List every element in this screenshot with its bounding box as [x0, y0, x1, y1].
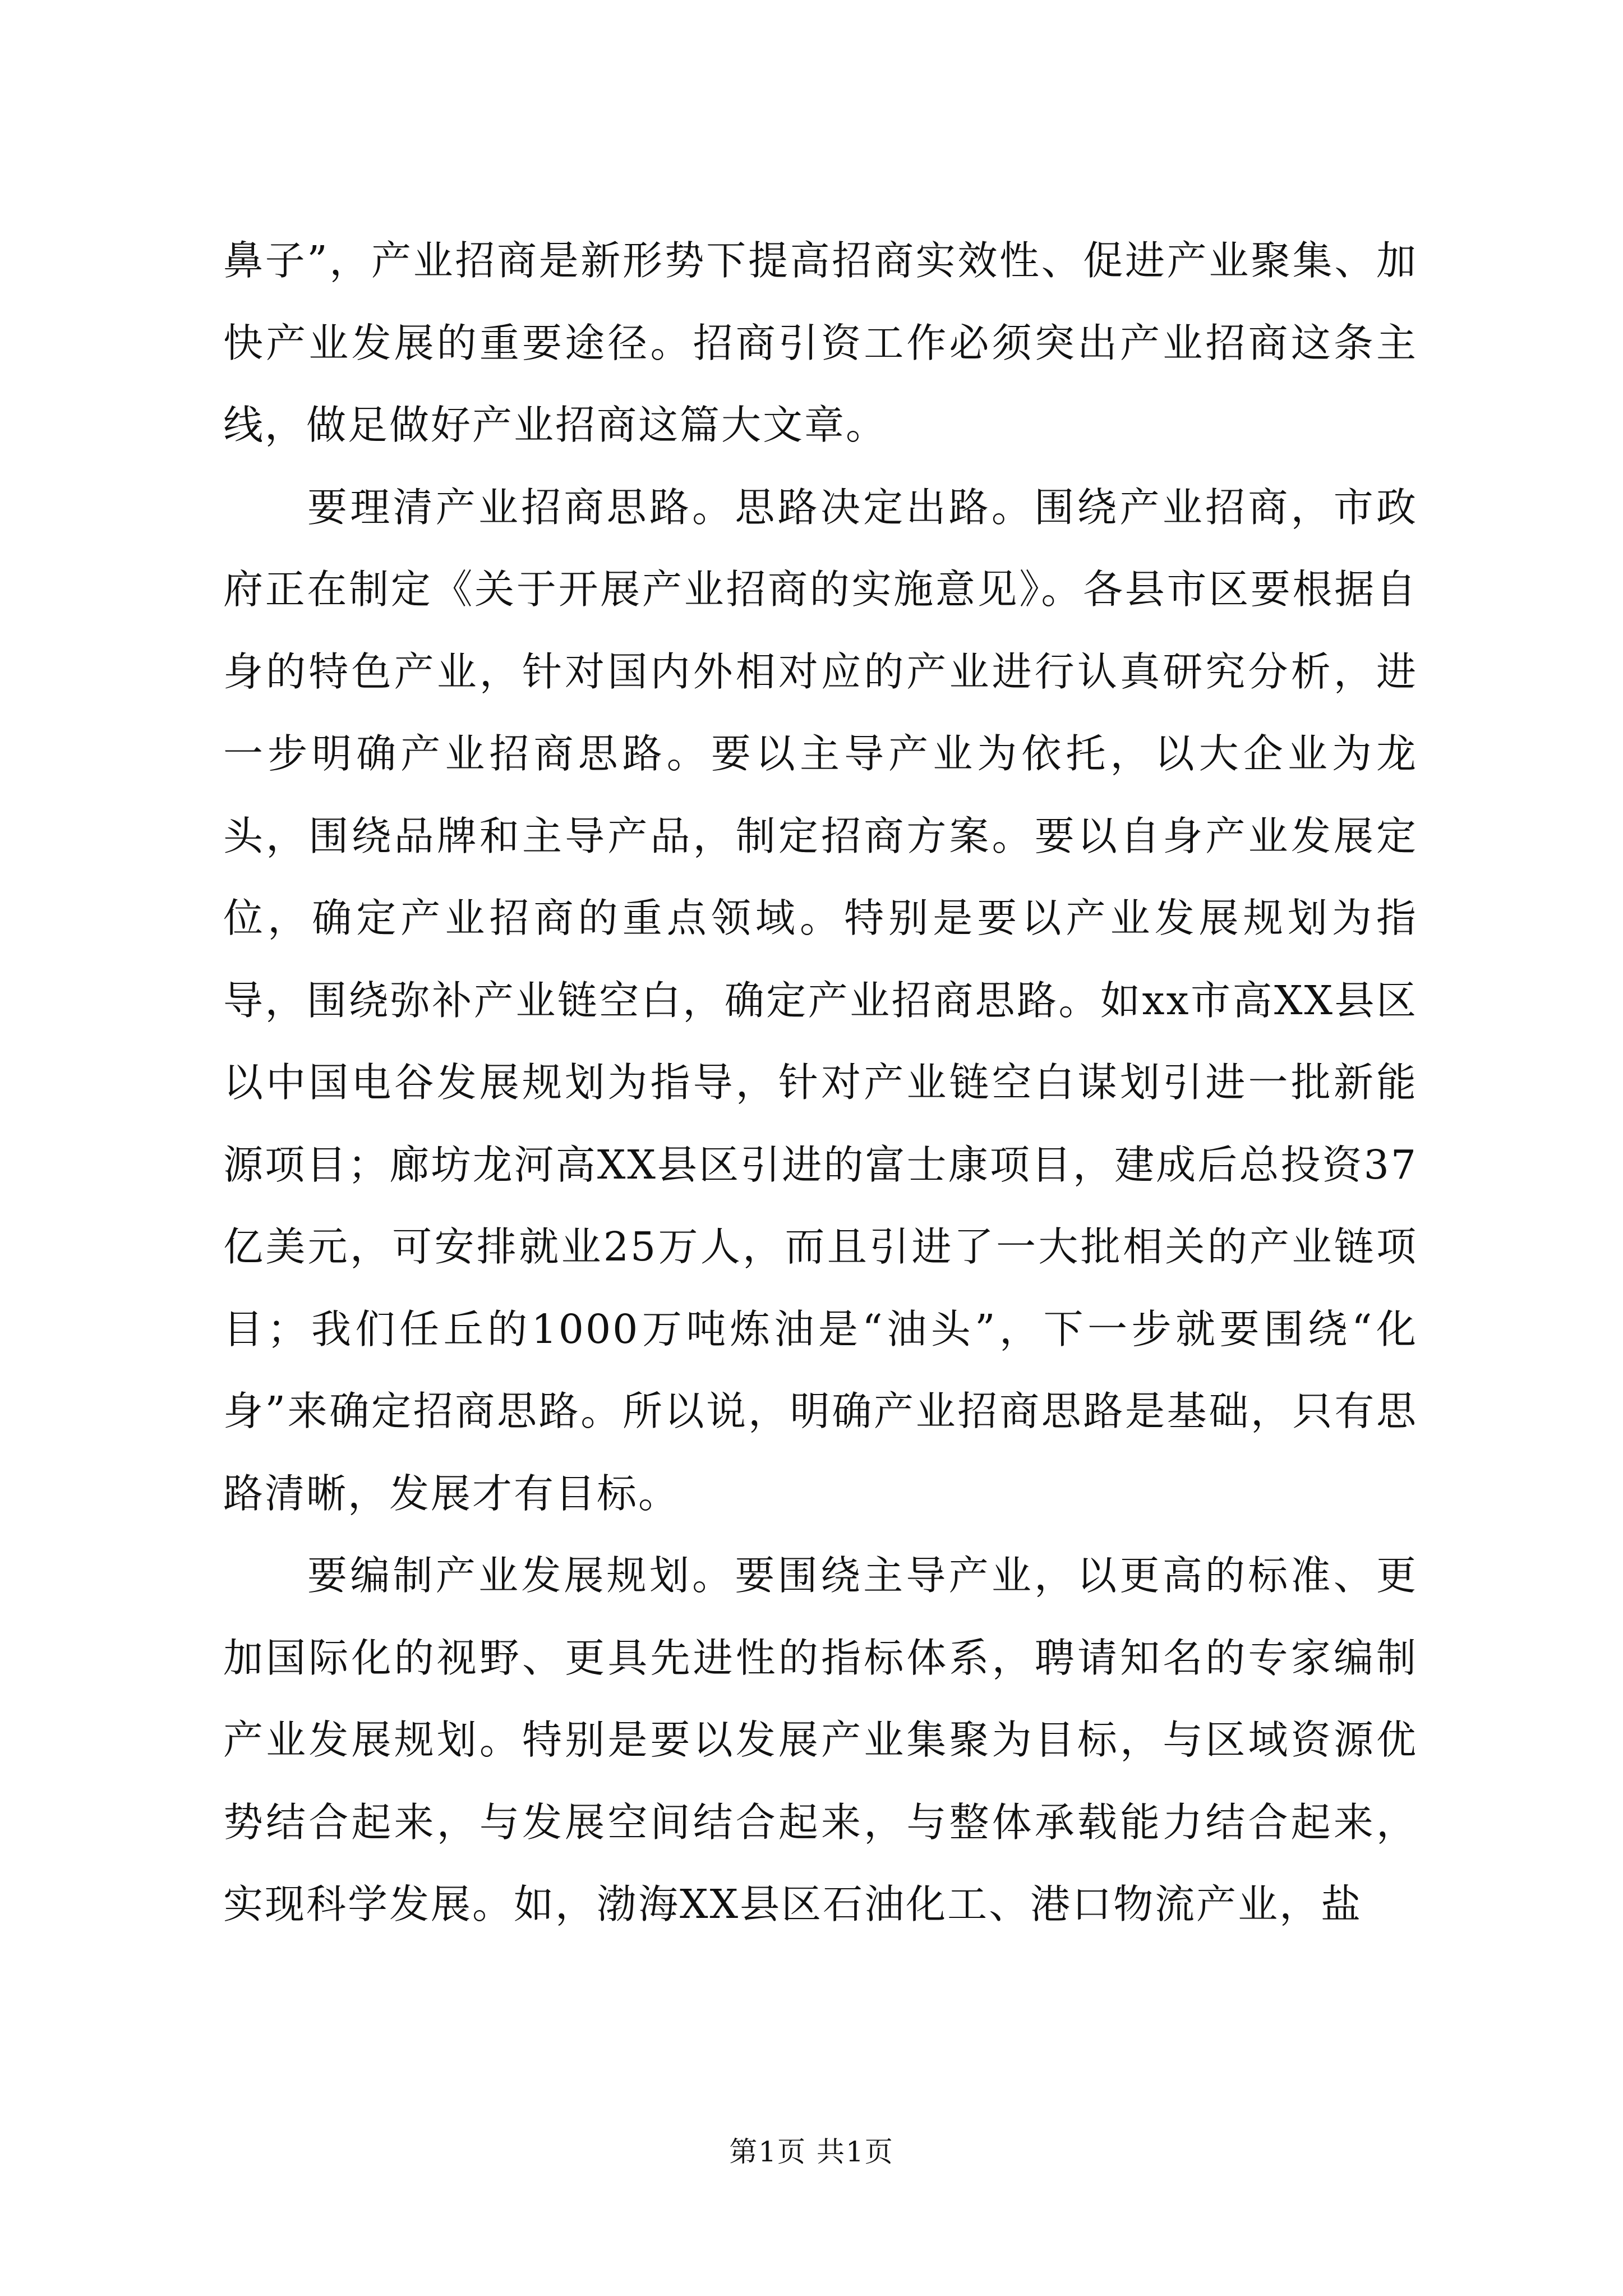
paragraph-continuation: 鼻子”，产业招商是新形势下提高招商实效性、促进产业聚集、加快产业发展的重要途径。招商引资工作必须突出产业招商这条主线，做足做好产业招商这篇大文章。 [223, 237, 1418, 448]
page-footer: 第1页 共1页 [729, 2136, 894, 2168]
document-body [223, 220, 1418, 1946]
paragraph-industry-strategy: 要理清产业招商思路。思路决定出路。围绕产业招商，市政府正在制定《关于开展产业招商的实施意见》。各县市区要根据自身的特色产业，针对国内外相对应的产业进行认真研究分析，进一步明确产业招商思路。要以主导产业为依托，以大企业为龙头，围绕品牌和主导产品，制定招商方案。要以自身产业发展定位，确定产业招商的重点领域。特别是要以产业发展规划为指导，围绕弥补产业链空白，确定产业招商思路。如xx市高XX县区以中国电谷发展规划为指导，针对产业链空白谋划引进一批新能源项目；廊坊龙河高XX县区引进的富士康项目，建成后总投资37亿美元，可安排就业25万人，而且引进了一大批相关的产业链项目；我们任丘的1000万吨炼油是“油头”，下一步就要围绕“化身”来确定招商思路。所以说，明确产业招商思路是基础，只有思路清晰，发展才有目标。 [223, 484, 1418, 1517]
paragraph-development-plan: 要编制产业发展规划。要围绕主导产业，以更高的标准、更加国际化的视野、更具先进性的指标体系，聘请知名的专家编制产业发展规划。特别是要以发展产业集聚为目标，与区域资源优势结合起来，与发展空间结合起来，与整体承载能力结合起来，实现科学发展。如，渤海XX县区石油化工、港口物流产业，盐 [223, 1552, 1418, 1927]
